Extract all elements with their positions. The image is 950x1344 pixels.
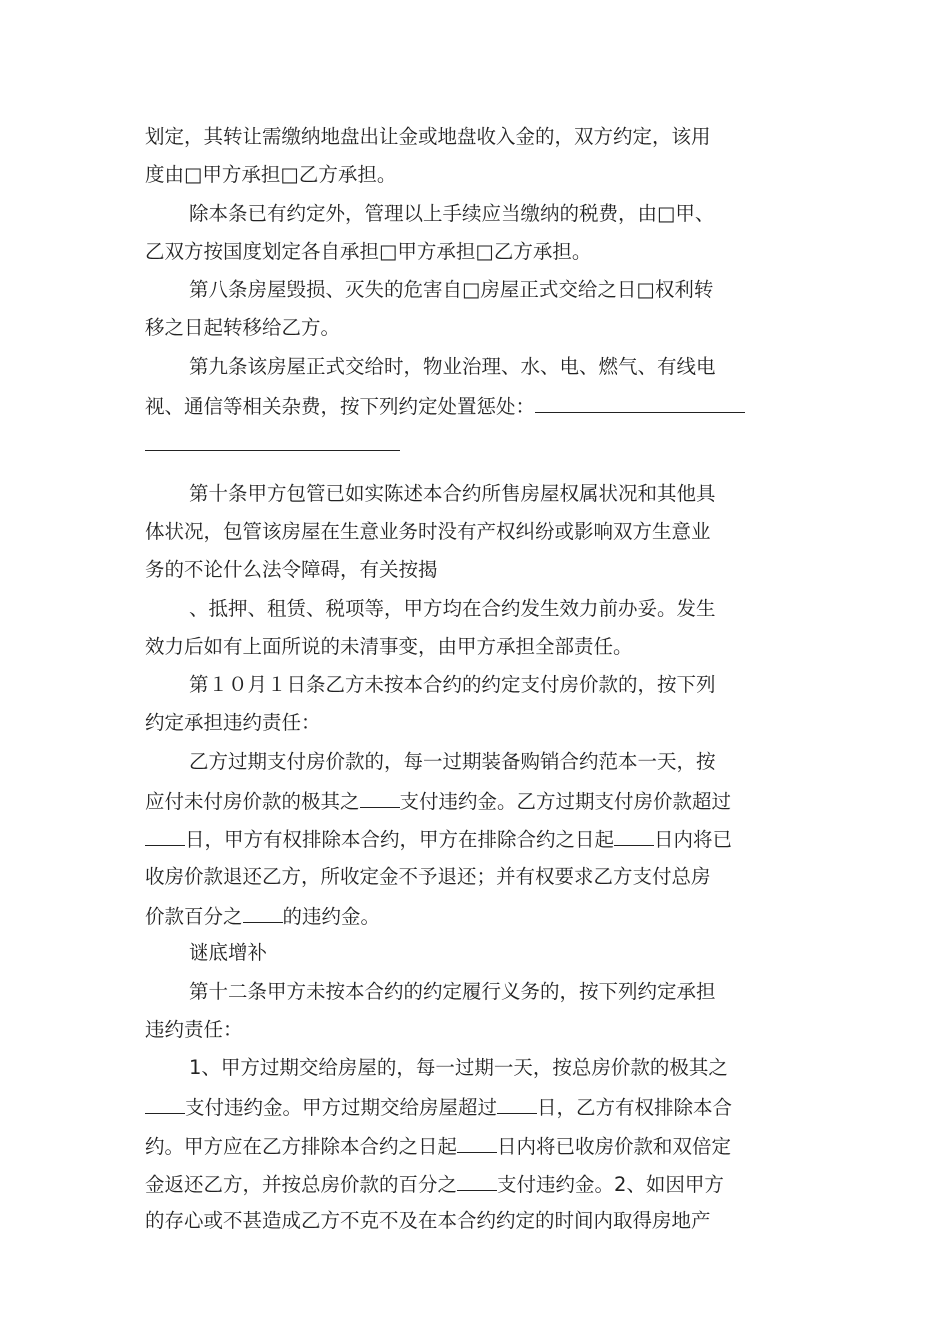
text-span: 违约责任： <box>145 1017 243 1041</box>
fill-blank <box>457 1164 497 1191</box>
document-body <box>145 118 810 1241</box>
text-span: 约定承担违约责任： <box>145 711 321 735</box>
text-line <box>145 156 810 194</box>
text-span: 支付违约金。乙方过期支付房价款超过 <box>399 790 732 814</box>
text-span: 第十条甲方包管已如实陈述本合约所售房屋权属状况和其他具 <box>189 481 716 505</box>
text-span: 日，乙方有权排除本合 <box>537 1096 733 1120</box>
text-span: 日，甲方有权排除本合约，甲方在排除合约之日起 <box>185 828 615 852</box>
text-span: 效力后如有上面所说的未清事变，由甲方承担全部责任。 <box>145 634 633 658</box>
spacer <box>145 463 810 475</box>
text-line <box>145 704 810 742</box>
text-span: 体状况，包管该房屋在生意业务时没有产权纠纷或影响双方生意业 <box>145 519 711 543</box>
text-line <box>145 551 810 589</box>
text-line <box>145 386 810 424</box>
text-line <box>145 513 810 551</box>
text-line <box>145 628 810 666</box>
text-line <box>145 1087 810 1125</box>
text-line <box>145 271 810 309</box>
text-span: 第八条房屋毁损、灭失的危害自□房屋正式交给之日□权利转 <box>189 278 714 302</box>
text-line <box>145 743 810 781</box>
text-line <box>145 666 810 704</box>
text-span: 第十二条甲方未按本合约的约定履行义务的，按下列约定承担 <box>189 979 716 1003</box>
text-span: 日内将已收房价款和双倍定 <box>497 1134 732 1158</box>
text-line <box>145 348 810 386</box>
text-span: 谜底增补 <box>189 941 268 965</box>
text-span: 视、通信等相关杂费，按下列约定处置惩处： <box>145 395 536 419</box>
text-span: 收房价款退还乙方，所收定金不予退还；并有权要求乙方支付总房 <box>145 864 711 888</box>
text-span: 乙双方按国度划定各自承担□甲方承担□乙方承担。 <box>145 239 592 263</box>
text-span: 务的不论什么法令障碍，有关按揭 <box>145 558 438 582</box>
text-line <box>145 1164 810 1202</box>
text-line <box>145 858 810 896</box>
text-span: 的违约金。 <box>282 904 381 928</box>
text-span: 的存心或不甚造成乙方不克不及在本合约约定的时间内取得房地产 <box>145 1209 711 1233</box>
fill-blank <box>535 386 745 413</box>
fill-blank <box>145 424 400 451</box>
text-line <box>145 195 810 233</box>
text-line <box>145 475 810 513</box>
text-line <box>145 973 810 1011</box>
text-line <box>145 424 810 462</box>
text-span: 约。甲方应在乙方排除本合约之日起 <box>145 1134 458 1158</box>
text-span: 第１０月１日条乙方未按本合约的约定支付房价款的，按下列 <box>189 673 716 697</box>
text-line <box>145 1049 810 1087</box>
fill-blank <box>457 1126 497 1153</box>
text-line <box>145 118 810 156</box>
text-line <box>145 1011 810 1049</box>
fill-blank <box>360 781 400 808</box>
text-line <box>145 819 810 857</box>
text-line <box>145 1202 810 1240</box>
text-span: 应付未付房价款的极其之 <box>145 790 360 814</box>
text-span: 除本条已有约定外，管理以上手续应当缴纳的税费，由□甲、 <box>189 201 715 225</box>
text-span: 度由□甲方承担□乙方承担。 <box>145 163 397 187</box>
text-span: 、抵押、租赁、税项等，甲方均在合约发生效力前办妥。发生 <box>189 596 716 620</box>
text-line <box>145 233 810 271</box>
text-span: 价款百分之 <box>145 904 243 928</box>
text-span: 支付违约金。甲方过期交给房屋超过 <box>185 1096 498 1120</box>
text-span: 乙方过期支付房价款的，每一过期装备购销合约范本一天，按 <box>189 749 716 773</box>
text-span: 支付违约金。2、如因甲方 <box>497 1173 724 1197</box>
fill-blank <box>497 1087 537 1114</box>
text-span: 日内将已 <box>654 828 733 852</box>
fill-blank <box>145 1087 185 1114</box>
text-span: 1、甲方过期交给房屋的，每一过期一天，按总房价款的极其之 <box>189 1056 728 1080</box>
fill-blank <box>243 896 283 923</box>
text-line <box>145 781 810 819</box>
text-line <box>145 309 810 347</box>
fill-blank <box>145 819 185 846</box>
text-span: 金返还乙方，并按总房价款的百分之 <box>145 1173 458 1197</box>
text-line <box>145 1126 810 1164</box>
fill-blank <box>614 819 654 846</box>
text-span: 划定，其转让需缴纳地盘出让金或地盘收入金的，双方约定，该用 <box>145 125 711 148</box>
text-span: 移之日起转移给乙方。 <box>145 316 341 340</box>
text-line <box>145 934 810 972</box>
text-span: 第九条该房屋正式交给时，物业治理、水、电、燃气、有线电 <box>189 354 716 378</box>
text-line <box>145 590 810 628</box>
text-line <box>145 896 810 934</box>
